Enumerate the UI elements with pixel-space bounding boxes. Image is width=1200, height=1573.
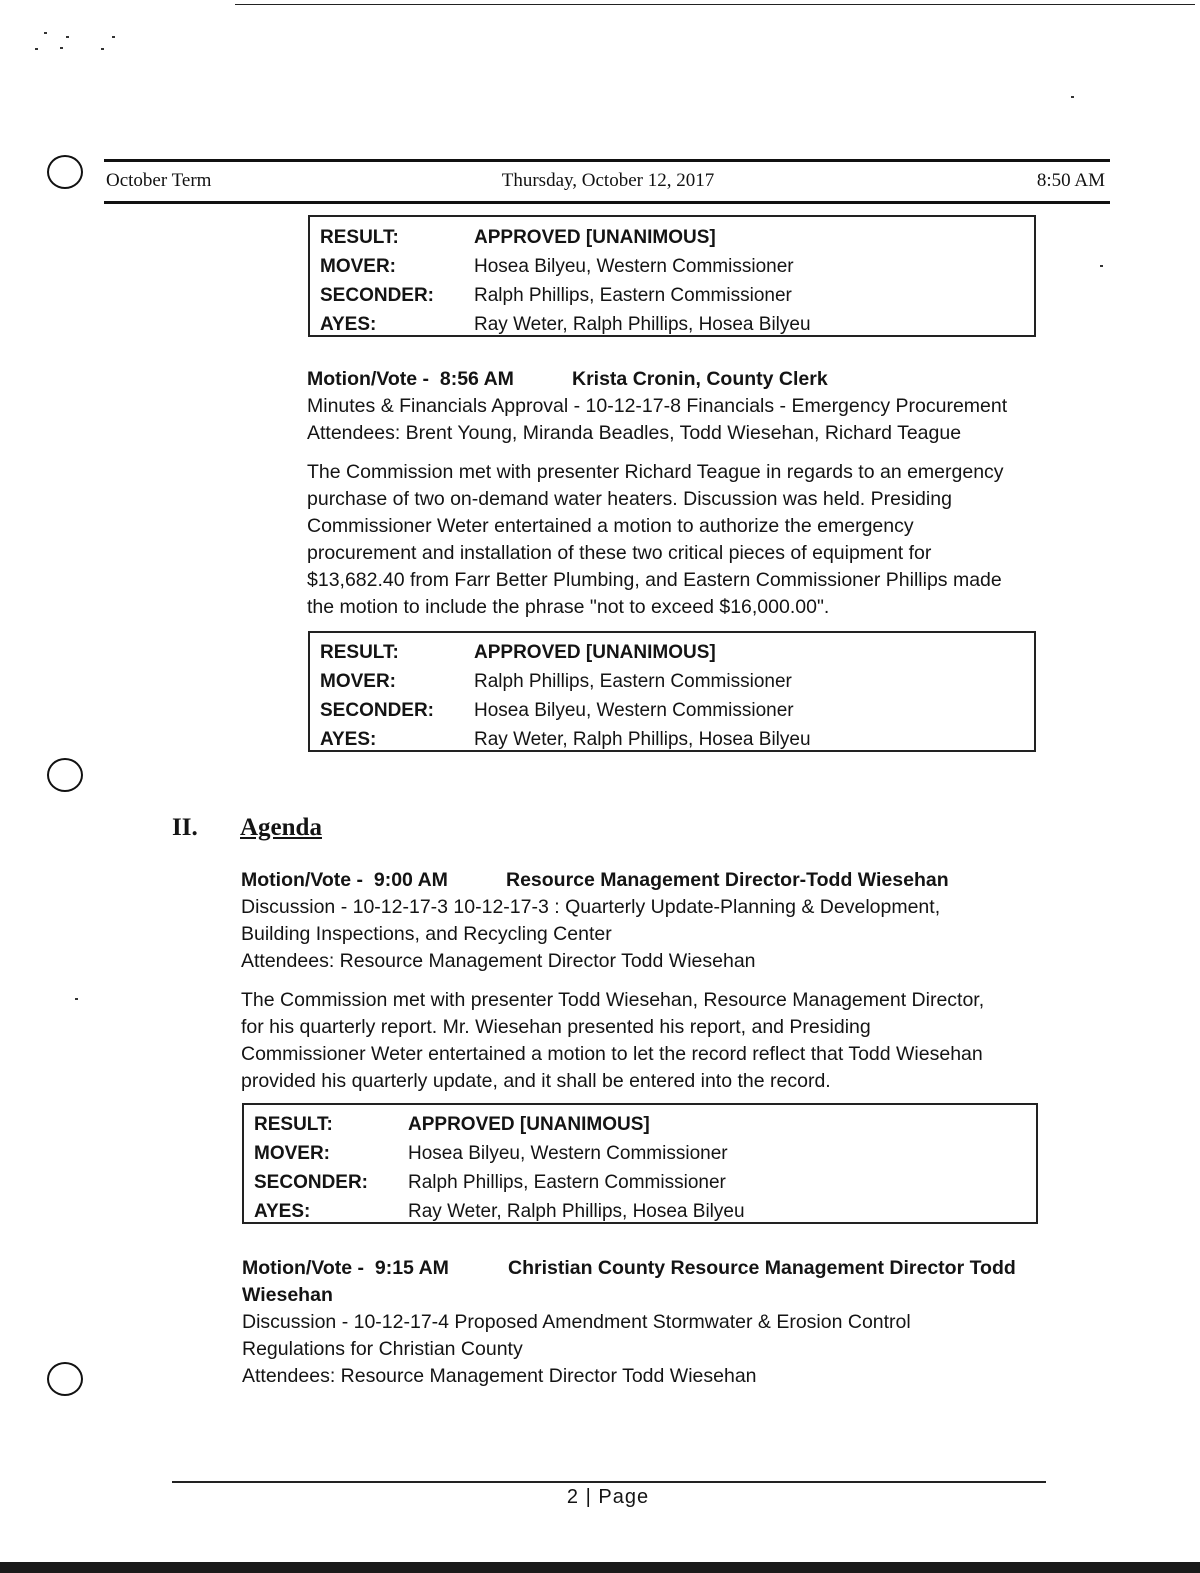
header-rule-bottom	[104, 201, 1110, 204]
seconder-value: Hosea Bilyeu, Western Commissioner	[474, 699, 794, 721]
mover-value: Hosea Bilyeu, Western Commissioner	[408, 1142, 728, 1164]
ayes-value: Ray Weter, Ralph Phillips, Hosea Bilyeu	[474, 728, 811, 750]
seconder-value: Ralph Phillips, Eastern Commissioner	[408, 1171, 726, 1193]
result-value: APPROVED [UNANIMOUS]	[474, 641, 716, 663]
body-line: The Commission met with presenter Richard Teague in regards to an emergency	[307, 461, 1004, 483]
vote-row-result	[254, 1110, 1036, 1139]
vote-row-ayes	[320, 725, 1034, 754]
vote-row-mover	[320, 667, 1034, 696]
motion-heading	[307, 366, 1007, 393]
seconder-label: SECONDER:	[320, 284, 435, 306]
result-label: RESULT:	[254, 1113, 333, 1135]
motion-subject: Discussion - 10-12-17-4 Proposed Amendment Stormwater & Erosion Control	[242, 1311, 911, 1333]
result-value: APPROVED [UNANIMOUS]	[474, 226, 716, 248]
result-label: RESULT:	[320, 226, 399, 248]
motion-item-quarterly-update	[241, 867, 949, 975]
header-term: October Term	[106, 170, 212, 191]
motion-item-stormwater-amendment	[242, 1255, 1016, 1390]
body-line: provided his quarterly update, and it shall be entered into the record.	[241, 1070, 831, 1092]
ayes-value: Ray Weter, Ralph Phillips, Hosea Bilyeu	[408, 1200, 745, 1222]
motion-subject: Building Inspections, and Recycling Center	[241, 923, 612, 945]
motion-time: Motion/Vote - 9:00 AM	[241, 869, 448, 891]
vote-result-table	[308, 215, 1036, 337]
ayes-label: AYES:	[320, 313, 377, 335]
footer-rule	[172, 1481, 1046, 1483]
vote-result-table	[308, 631, 1036, 752]
motion-body-paragraph	[307, 459, 1004, 621]
vote-row-seconder	[320, 696, 1034, 725]
vote-row-mover	[254, 1139, 1036, 1168]
scan-speck	[60, 47, 63, 49]
body-line: the motion to include the phrase "not to exceed $16,000.00".	[307, 596, 830, 618]
ayes-label: AYES:	[254, 1200, 311, 1222]
scan-speck	[75, 998, 78, 1000]
scan-speck	[1071, 96, 1074, 98]
motion-body-paragraph	[241, 987, 984, 1095]
result-value: APPROVED [UNANIMOUS]	[408, 1113, 650, 1135]
body-line: purchase of two on-demand water heaters. Discussion was held. Presiding	[307, 488, 952, 510]
mover-label: MOVER:	[320, 670, 396, 692]
mover-label: MOVER:	[320, 255, 396, 277]
mover-label: MOVER:	[254, 1142, 330, 1164]
body-line: Commissioner Weter entertained a motion to authorize the emergency	[307, 515, 914, 537]
vote-row-seconder	[320, 281, 1034, 310]
header-time: 8:50 AM	[1036, 170, 1105, 191]
motion-attendees: Attendees: Resource Management Director Todd Wiesehan	[242, 1365, 757, 1387]
section-number: II.	[172, 814, 198, 841]
motion-presenter: Christian County Resource Management Director Todd	[508, 1257, 1016, 1279]
body-line: for his quarterly report. Mr. Wiesehan presented his report, and Presiding	[241, 1016, 871, 1038]
punch-hole-icon	[47, 758, 83, 792]
motion-heading	[242, 1255, 1016, 1282]
motion-attendees: Attendees: Brent Young, Miranda Beadles, Todd Wiesehan, Richard Teague	[307, 422, 962, 444]
scan-bottom-edge	[0, 1562, 1200, 1573]
mover-value: Ralph Phillips, Eastern Commissioner	[474, 670, 792, 692]
vote-row-mover	[320, 252, 1034, 281]
ayes-value: Ray Weter, Ralph Phillips, Hosea Bilyeu	[474, 313, 811, 335]
scan-speck	[1100, 265, 1103, 267]
motion-time: Motion/Vote - 8:56 AM	[307, 368, 514, 390]
vote-row-ayes	[254, 1197, 1036, 1226]
mover-value: Hosea Bilyeu, Western Commissioner	[474, 255, 794, 277]
scan-speck	[112, 36, 115, 38]
scan-speck	[66, 36, 69, 38]
seconder-value: Ralph Phillips, Eastern Commissioner	[474, 284, 792, 306]
body-line: $13,682.40 from Farr Better Plumbing, and Eastern Commissioner Phillips made	[307, 569, 1002, 591]
header-date: Thursday, October 12, 2017	[501, 170, 715, 191]
header-rule-top	[104, 159, 1110, 162]
motion-time: Motion/Vote - 9:15 AM	[242, 1257, 449, 1279]
motion-subject: Regulations for Christian County	[242, 1338, 523, 1360]
body-line: The Commission met with presenter Todd Wiesehan, Resource Management Director,	[241, 989, 985, 1011]
ayes-label: AYES:	[320, 728, 377, 750]
scan-speck	[101, 48, 104, 50]
body-line: Commissioner Weter entertained a motion to let the record reflect that Todd Wiesehan	[241, 1043, 983, 1065]
motion-attendees: Attendees: Resource Management Director Todd Wiesehan	[241, 950, 756, 972]
motion-subject: Minutes & Financials Approval - 10-12-17-8 Financials - Emergency Procurement	[307, 395, 1008, 417]
vote-result-table	[242, 1103, 1038, 1224]
body-line: procurement and installation of these two critical pieces of equipment for	[307, 542, 932, 564]
scan-speck	[35, 48, 38, 50]
punch-hole-icon	[47, 1362, 83, 1396]
seconder-label: SECONDER:	[320, 699, 435, 721]
seconder-label: SECONDER:	[254, 1171, 369, 1193]
vote-row-ayes	[320, 310, 1034, 339]
scan-top-edge	[235, 4, 1195, 5]
motion-heading-continued: Wiesehan	[242, 1284, 333, 1306]
motion-presenter: Resource Management Director-Todd Wiesehan	[506, 869, 949, 891]
result-label: RESULT:	[320, 641, 399, 663]
section-title: Agenda	[240, 814, 322, 841]
vote-row-result	[320, 223, 1034, 252]
motion-presenter: Krista Cronin, County Clerk	[572, 368, 828, 390]
motion-subject: Discussion - 10-12-17-3 10-12-17-3 : Quarterly Update-Planning & Development,	[241, 896, 941, 918]
motion-item-krista-cronin	[307, 366, 1007, 447]
vote-row-result	[320, 638, 1034, 667]
scan-speck	[44, 32, 47, 34]
section-heading	[172, 814, 322, 842]
motion-heading	[241, 867, 949, 894]
vote-row-seconder	[254, 1168, 1036, 1197]
page-number: 2 | Page	[566, 1486, 650, 1508]
